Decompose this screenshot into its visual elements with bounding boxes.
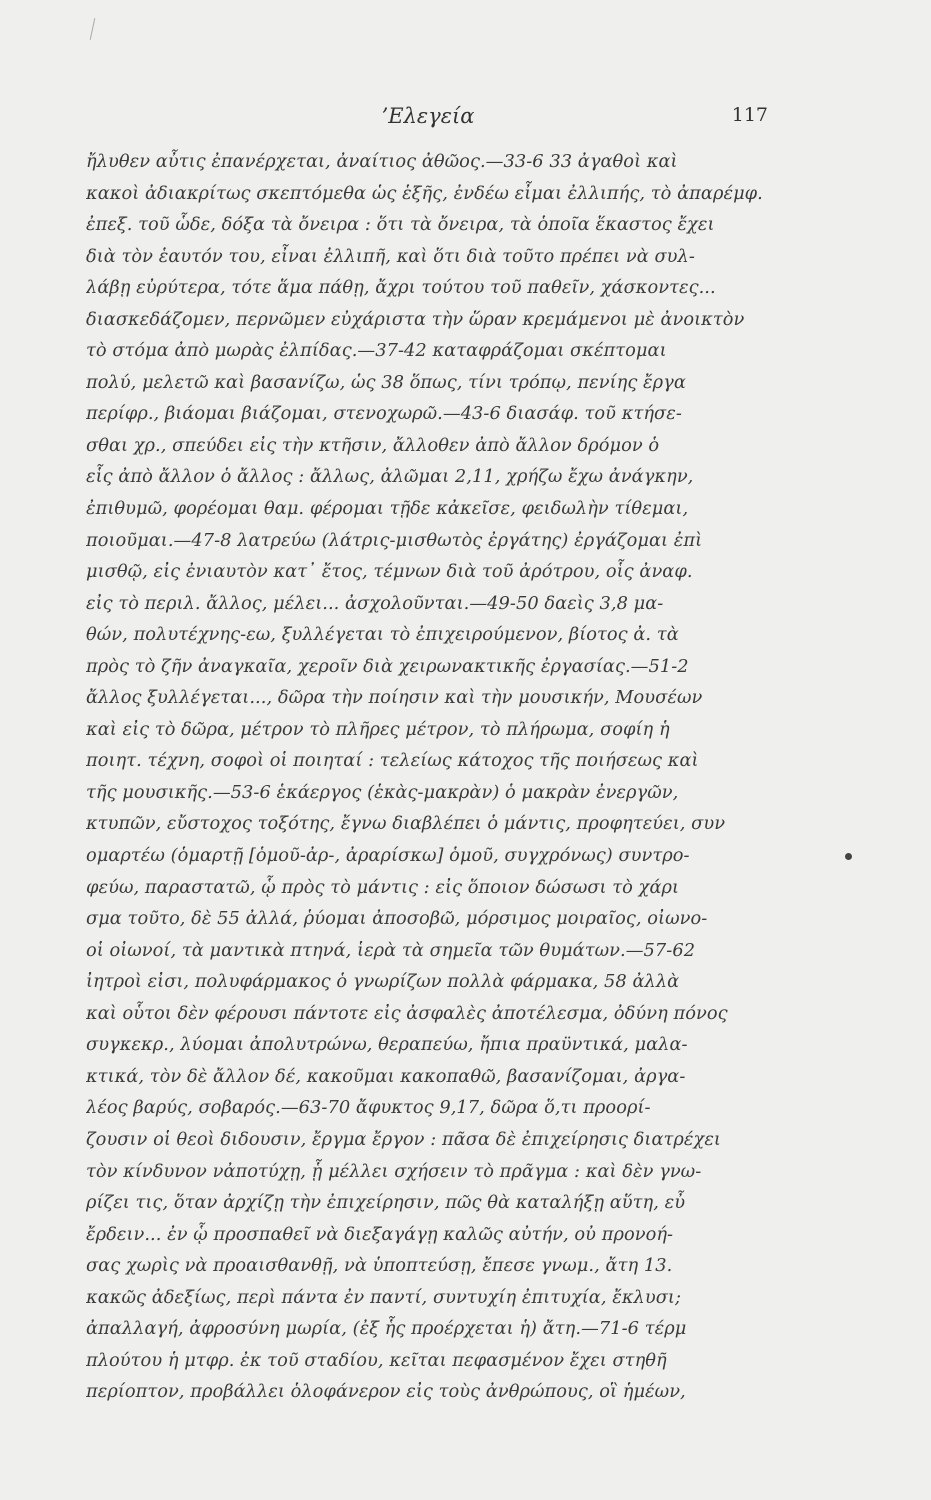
text-line: κακῶς ἀδεξίως, περὶ πάντα ἐν παντί, συντυχίη ἐπιτυχία, ἔκλυσι; — [86, 1286, 681, 1308]
text-line: ἐπεξ. τοῦ ὧδε, δόξα τὰ ὄνειρα : ὅτι τὰ ὄνειρα, τὰ ὁποῖα ἕκαστος ἔχει — [86, 214, 715, 236]
text-line: πολύ, μελετῶ καὶ βασανίζω, ὡς 38 ὅπως, τίνι τρόπῳ, πενίης ἔργα — [86, 371, 686, 393]
commentary-text — [86, 146, 766, 1408]
text-line: οἱ οἰωνοί, τὰ μαντικὰ πτηνά, ἱερὰ τὰ σημεῖα τῶν θυμάτων.—57-62 — [86, 939, 696, 961]
text-line: ρίζει τις, ὅταν ἀρχίζῃ τὴν ἐπιχείρησιν, πῶς θὰ καταλήξῃ αὕτη, εὖ — [86, 1192, 686, 1214]
text-line: μισθῷ, εἰς ἐνιαυτὸν κατ᾽ ἔτος, τέμνων διὰ τοῦ ἀρότρου, οἷς ἀναφ. — [86, 561, 693, 583]
text-line: διασκεδάζομεν, περνῶμεν εὐχάριστα τὴν ὥραν κρεμάμενοι μὲ ἀνοικτὸν — [86, 308, 745, 330]
text-line: κακοὶ ἀδιακρίτως σκεπτόμεθα ὡς ἑξῆς, ἐνδέω εἶμαι ἐλλιπής, τὸ ἀπαρέμφ. — [86, 182, 763, 204]
text-line: λάβῃ εὐρύτερα, τότε ἅμα πάθῃ, ἄχρι τούτου τοῦ παθεῖν, χάσκοντες... — [86, 277, 716, 299]
text-line: εἷς ἀπὸ ἄλλον ὁ ἄλλος : ἄλλως, ἀλῶμαι 2,11, χρήζω ἔχω ἀνάγκην, — [86, 466, 694, 488]
page-header — [88, 104, 768, 138]
text-line: τὸ στόμα ἀπὸ μωρὰς ἐλπίδας.—37-42 καταφράζομαι σκέπτομαι — [86, 340, 667, 362]
text-line: τῆς μουσικῆς.—53-6 ἑκάεργος (ἑκὰς-μακρὰν) ὁ μακρὰν ἐνεργῶν, — [86, 781, 679, 803]
page-number: 117 — [731, 104, 768, 126]
text-line: καὶ οὗτοι δὲν φέρουσι πάντοτε εἰς ἀσφαλὲς ἀποτέλεσμα, ὀδύνη πόνος — [86, 1002, 728, 1024]
text-line: φεύω, παραστατῶ, ᾧ πρὸς τὸ μάντις : εἰς ὅποιον δώσωσι τὸ χάρι — [86, 876, 680, 898]
margin-dot — [845, 853, 852, 860]
text-line: συγκεκρ., λύομαι ἀπολυτρώνω, θεραπεύω, ἤπια πραϋντικά, μαλα- — [86, 1034, 688, 1056]
text-line: πλούτου ἡ μτφρ. ἐκ τοῦ σταδίου, κεῖται πεφασμένον ἔχει στηθῆ — [86, 1349, 667, 1371]
text-line: λέος βαρύς, σοβαρός.—63-70 ἄφυκτος 9,17, δῶρα ὅ,τι προορί- — [86, 1097, 651, 1119]
text-line: κτικά, τὸν δὲ ἄλλον δέ, κακοῦμαι κακοπαθῶ, βασανίζομαι, ἀργα- — [86, 1065, 686, 1087]
text-line: ομαρτέω (ὁμαρτῇ [ὁμοῦ-ἀρ-, ἀραρίσκω] ὁμοῦ, συγχρόνως) συντρο- — [86, 845, 690, 867]
text-line: ζουσιν οἱ θεοὶ διδουσιν, ἔργμα ἔργον : πᾶσα δὲ ἐπιχείρησις διατρέχει — [86, 1128, 721, 1150]
running-title: ’Ελεγεία — [381, 104, 475, 128]
text-line: σας χωρὶς νὰ προαισθανθῇ, νὰ ὑποπτεύσῃ, ἔπεσε γνωμ., ἄτη 13. — [86, 1255, 673, 1277]
text-line: σμα τοῦτο, δὲ 55 ἀλλά, ῥύομαι ἀποσοβῶ, μόρσιμος μοιραῖος, οἰωνο- — [86, 908, 708, 930]
text-line: περίοπτον, προβάλλει ὁλοφάνερον εἰς τοὺς ἀνθρώπους, οἳ ἡμέων, — [86, 1381, 686, 1403]
text-line: ἰητροὶ εἰσι, πολυφάρμακος ὁ γνωρίζων πολλὰ φάρμακα, 58 ἀλλὰ — [86, 971, 680, 993]
text-line: ἤλυθεν αὖτις ἐπανέρχεται, ἀναίτιος ἀθῶος.—33-6 33 ἀγαθοὶ καὶ — [86, 151, 678, 172]
paper-mark — [90, 18, 96, 40]
text-line: ἔρδειν... ἐν ᾧ προσπαθεῖ νὰ διεξαγάγῃ καλῶς αὐτήν, οὐ προνοή- — [86, 1223, 674, 1245]
text-line: ποιητ. τέχνη, σοφοὶ οἱ ποιηταί : τελείως κάτοχος τῆς ποιήσεως καὶ — [86, 750, 699, 772]
text-line: εἰς τὸ περιλ. ἄλλος, μέλει... ἀσχολοῦνται.—49-50 δαεὶς 3,8 μα- — [86, 592, 664, 614]
text-line: τὸν κίνδυνον νἀποτύχῃ, ᾗ μέλλει σχήσειν τὸ πρᾶγμα : καὶ δὲν γνω- — [86, 1160, 702, 1182]
text-line: ἀπαλλαγή, ἀφροσύνη μωρία, (ἐξ ἧς προέρχεται ἡ) ἄτη.—71-6 τέρμ — [86, 1318, 687, 1340]
text-line: κτυπῶν, εὔστοχος τοξότης, ἔγνω διαβλέπει ὁ μάντις, προφητεύει, συν — [86, 813, 726, 835]
text-line: ἄλλος ξυλλέγεται..., δῶρα τὴν ποίησιν καὶ τὴν μουσικήν, Μουσέων — [86, 687, 703, 709]
text-line: θών, πολυτέχνης-εω, ξυλλέγεται τὸ ἐπιχειρούμενον, βίοτος ἀ. τὰ — [86, 624, 679, 646]
text-line: ἐπιθυμῶ, φορέομαι θαμ. φέρομαι τῇδε κἀκεῖσε, φειδωλὴν τίθεμαι, — [86, 498, 689, 520]
text-line: καὶ εἰς τὸ δῶρα, μέτρον τὸ πλῆρες μέτρον, τὸ πλήρωμα, σοφίη ἡ — [86, 718, 670, 740]
text-line: ποιοῦμαι.—47-8 λατρεύω (λάτρις-μισθωτὸς ἐργάτης) ἐργάζομαι ἐπὶ — [86, 529, 703, 551]
text-line: σθαι χρ., σπεύδει εἰς τὴν κτῆσιν, ἄλλοθεν ἀπὸ ἄλλον δρόμον ὁ — [86, 434, 660, 456]
text-line: πρὸς τὸ ζῆν ἀναγκαῖα, χεροῖν διὰ χειρωνακτικῆς ἐργασίας.—51-2 — [86, 655, 689, 677]
text-line: περίφρ., βιάομαι βιάζομαι, στενοχωρῶ.—43-6 διασάφ. τοῦ κτήσε- — [86, 403, 682, 425]
text-line: διὰ τὸν ἑαυτόν του, εἶναι ἐλλιπῆ, καὶ ὅτι διὰ τοῦτο πρέπει νὰ συλ- — [86, 245, 695, 267]
